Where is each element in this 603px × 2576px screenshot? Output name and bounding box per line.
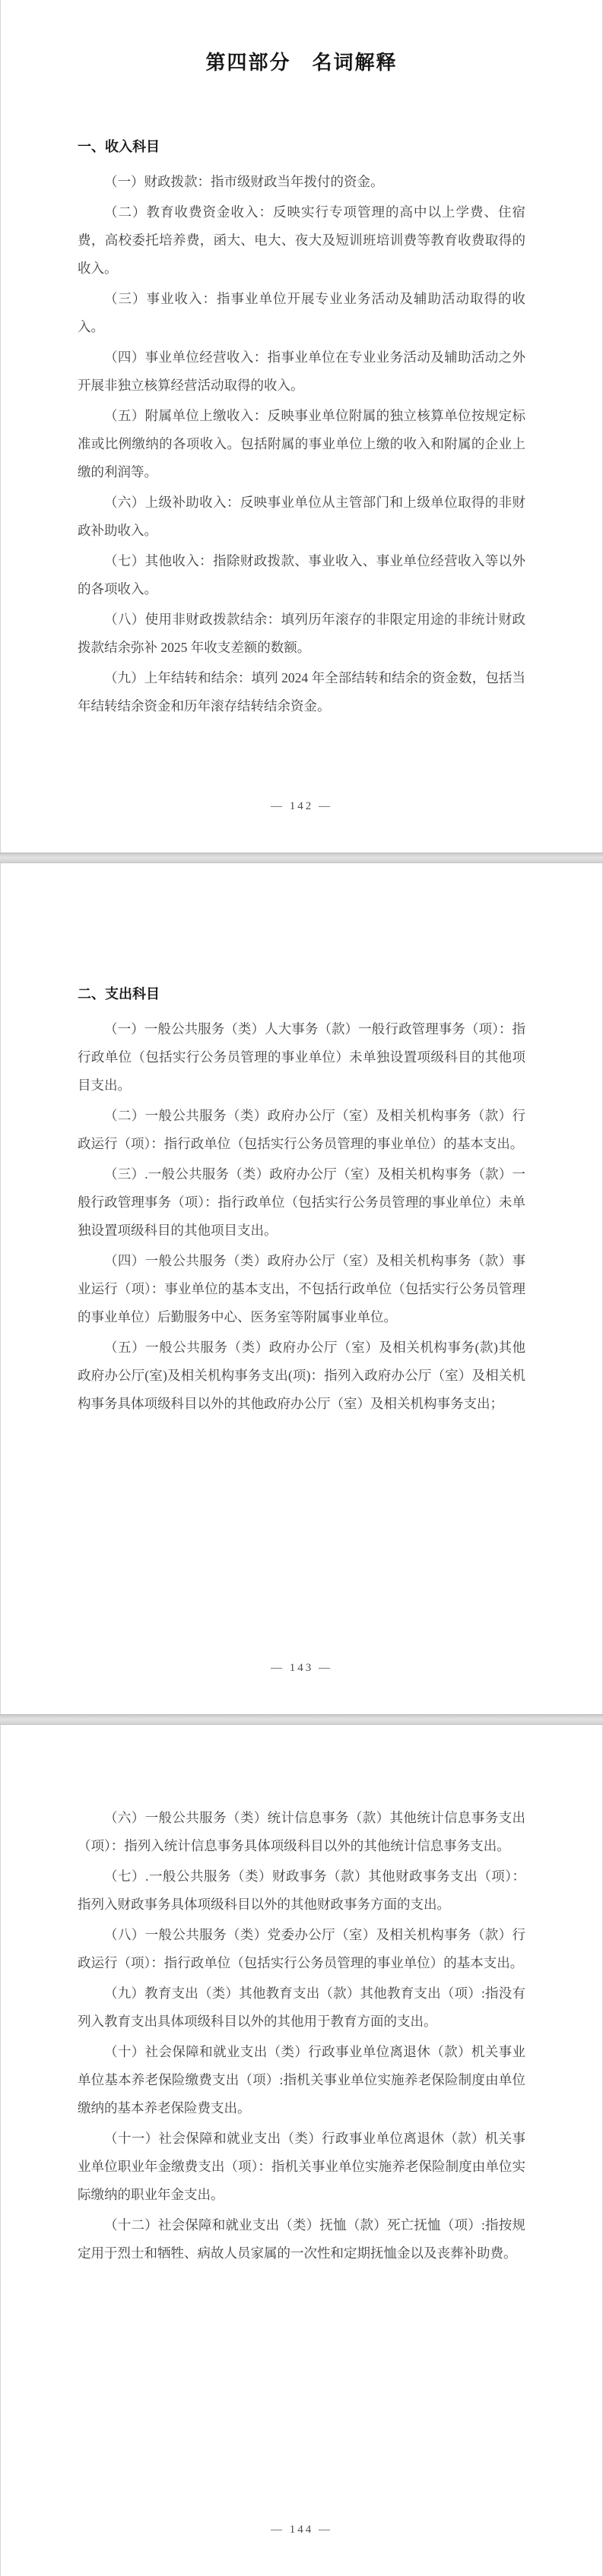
paragraph: （十一）社会保障和就业支出（类）行政事业单位离退休（款）机关事业单位职业年金缴费支出（项）：指机关事业单位实施养老保险制度由单位实际缴纳的职业年金支出。 [78, 2131, 525, 2202]
paragraph: （四）一般公共服务（类）政府办公厅（室）及相关机构事务（款）事业运行（项）：事业单位的基本支出，不包括行政单位（包括实行公务员管理的事业单位）后勤服务中心、医务室等附属事业单位。 [78, 1253, 525, 1324]
paragraph: （九）教育支出（类）其他教育支出（款）其他教育支出（项）:指没有列入教育支出具体项级科目以外的其他用于教育方面的支出。 [78, 1986, 525, 2029]
section-heading-income: 一、收入科目 [78, 139, 160, 154]
paragraph: （四）事业单位经营收入：指事业单位在专业业务活动及辅助活动之外开展非独立核算经营活动取得的收入。 [78, 350, 525, 393]
paragraph: （三）事业收入：指事业单位开展专业业务活动及辅助活动取得的收入。 [78, 291, 525, 334]
paragraph: （二）教育收费资金收入：反映实行专项管理的高中以上学费、住宿费，高校委托培养费，函大、电大、夜大及短训班培训费等教育收费取得的收入。 [78, 204, 525, 276]
page-number: — 144 — [271, 2524, 332, 2536]
page-number: — 142 — [271, 800, 332, 812]
page-number: — 143 — [271, 1662, 332, 1674]
paragraph: （三）.一般公共服务（类）政府办公厅（室）及相关机构事务（款）一般行政管理事务（项）：指行政单位（包括实行公务员管理的事业单位）未单独设置项级科目的其他项目支出。 [78, 1166, 525, 1238]
page-144 [0, 1725, 603, 2576]
paragraph: （十）社会保障和就业支出（类）行政事业单位离退休（款）机关事业单位基本养老保险缴费支出（项）:指机关事业单位实施养老保险制度由单位缴纳的基本养老保险费支出。 [78, 2044, 525, 2116]
paragraph: （五）附属单位上缴收入：反映事业单位附属的独立核算单位按规定标准或比例缴纳的各项收入。包括附属的事业单位上缴的收入和附属的企业上缴的利润等。 [78, 408, 525, 479]
page-143-body [78, 1015, 525, 1418]
document-title: 第四部分 名词解释 [205, 52, 398, 74]
page-142 [0, 0, 603, 853]
paragraph: （五）一般公共服务（类）政府办公厅（室）及相关机构事务(款)其他政府办公厅(室)及相关机构事务支出(项)：指列入政府办公厅（室）及相关机构事务具体项级科目以外的其他政府办公厅（室）及相关机构事务支出； [78, 1340, 525, 1411]
page-143 [0, 863, 603, 1714]
paragraph: （十二）社会保障和就业支出（类）抚恤（款）死亡抚恤（项）:指按规定用于烈士和牺牲、病故人员家属的一次性和定期抚恤金以及丧葬补助费。 [78, 2217, 525, 2261]
page-142-body [78, 168, 525, 720]
paragraph: （一）一般公共服务（类）人大事务（款）一般行政管理事务（项）：指行政单位（包括实行公务员管理的事业单位）未单独设置项级科目的其他项目支出。 [78, 1021, 525, 1093]
paragraph: （八）一般公共服务（类）党委办公厅（室）及相关机构事务（款）行政运行（项）：指行政单位（包括实行公务员管理的事业单位）的基本支出。 [78, 1927, 525, 1970]
page-separator [0, 1714, 603, 1725]
page-144-body [78, 1804, 525, 2267]
paragraph: （六）上级补助收入：反映事业单位从主管部门和上级单位取得的非财政补助收入。 [78, 495, 525, 538]
page-separator [0, 853, 603, 863]
paragraph: （一）财政拨款：指市级财政当年拨付的资金。 [104, 174, 384, 189]
section-heading-expenditure: 二、支出科目 [78, 986, 160, 1002]
paragraph: （二）一般公共服务（类）政府办公厅（室）及相关机构事务（款）行政运行（项）：指行政单位（包括实行公务员管理的事业单位）的基本支出。 [78, 1108, 525, 1151]
paragraph: （七）.一般公共服务（类）财政事务（款）其他财政事务支出（项）：指列入财政事务具体项级科目以外的其他财政事务方面的支出。 [78, 1869, 525, 1912]
paragraph: （九）上年结转和结余：填列 2024 年全部结转和结余的资金数，包括当年结转结余资金和历年滚存结转结余资金。 [78, 670, 525, 714]
paragraph: （六）一般公共服务（类）统计信息事务（款）其他统计信息事务支出（项）：指列入统计信息事务具体项级科目以外的其他统计信息事务支出。 [78, 1810, 525, 1853]
paragraph: （八）使用非财政拨款结余：填列历年滚存的非限定用途的非统计财政拨款结余弥补 2025 年收支差额的数额。 [78, 612, 525, 655]
paragraph: （七）其他收入：指除财政拨款、事业收入、事业单位经营收入等以外的各项收入。 [78, 553, 525, 597]
